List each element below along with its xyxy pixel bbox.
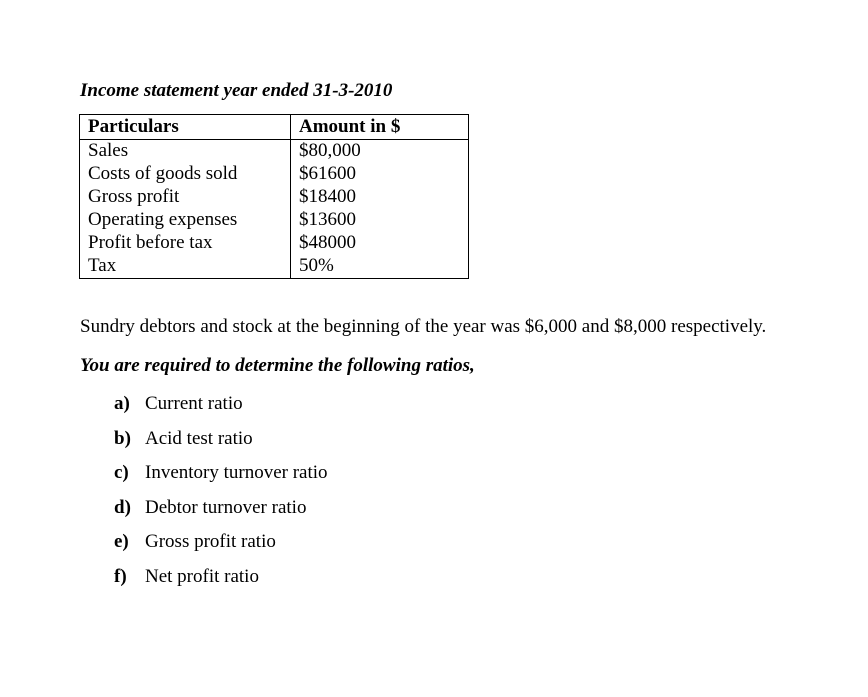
table-header-row [80, 115, 469, 140]
list-item [114, 393, 328, 428]
row-amount: 50% [291, 255, 469, 279]
row-amount: $18400 [291, 186, 469, 209]
list-marker: b) [114, 427, 131, 449]
header-particulars: Particulars [80, 115, 291, 140]
list-item [114, 497, 328, 532]
table-row [80, 163, 469, 186]
ratio-label: Debtor turnover ratio [145, 496, 307, 518]
row-amount: $13600 [291, 209, 469, 232]
ratio-label: Acid test ratio [145, 427, 253, 449]
table-row [80, 232, 469, 255]
ratio-label: Inventory turnover ratio [145, 462, 328, 484]
table-row [80, 186, 469, 209]
list-item [114, 531, 328, 566]
list-marker: c) [114, 462, 129, 484]
list-item [114, 566, 328, 601]
row-amount: $48000 [291, 232, 469, 255]
ratio-label: Gross profit ratio [145, 531, 276, 553]
requirement-instruction: You are required to determine the following ratios, [80, 355, 475, 376]
list-marker: f) [114, 565, 127, 587]
debtors-stock-note: Sundry debtors and stock at the beginning of the year was $6,000 and $8,000 respectively. [80, 316, 767, 337]
ratio-label: Net profit ratio [145, 565, 259, 587]
list-marker: e) [114, 531, 129, 553]
table-row [80, 255, 469, 279]
statement-heading: Income statement year ended 31-3-2010 [80, 80, 393, 101]
row-particular: Costs of goods sold [80, 163, 291, 186]
ratio-list [114, 393, 328, 601]
table-row [80, 140, 469, 164]
ratio-label: Current ratio [145, 393, 243, 414]
income-statement-table [79, 114, 469, 279]
row-particular: Sales [80, 140, 291, 164]
row-particular: Tax [80, 255, 291, 279]
list-item [114, 428, 328, 463]
table-row [80, 209, 469, 232]
list-item [114, 462, 328, 497]
row-particular: Operating expenses [80, 209, 291, 232]
row-particular: Profit before tax [80, 232, 291, 255]
row-amount: $80,000 [291, 140, 469, 164]
list-marker: a) [114, 393, 130, 414]
row-particular: Gross profit [80, 186, 291, 209]
list-marker: d) [114, 496, 131, 518]
header-amount: Amount in $ [291, 115, 469, 140]
row-amount: $61600 [291, 163, 469, 186]
